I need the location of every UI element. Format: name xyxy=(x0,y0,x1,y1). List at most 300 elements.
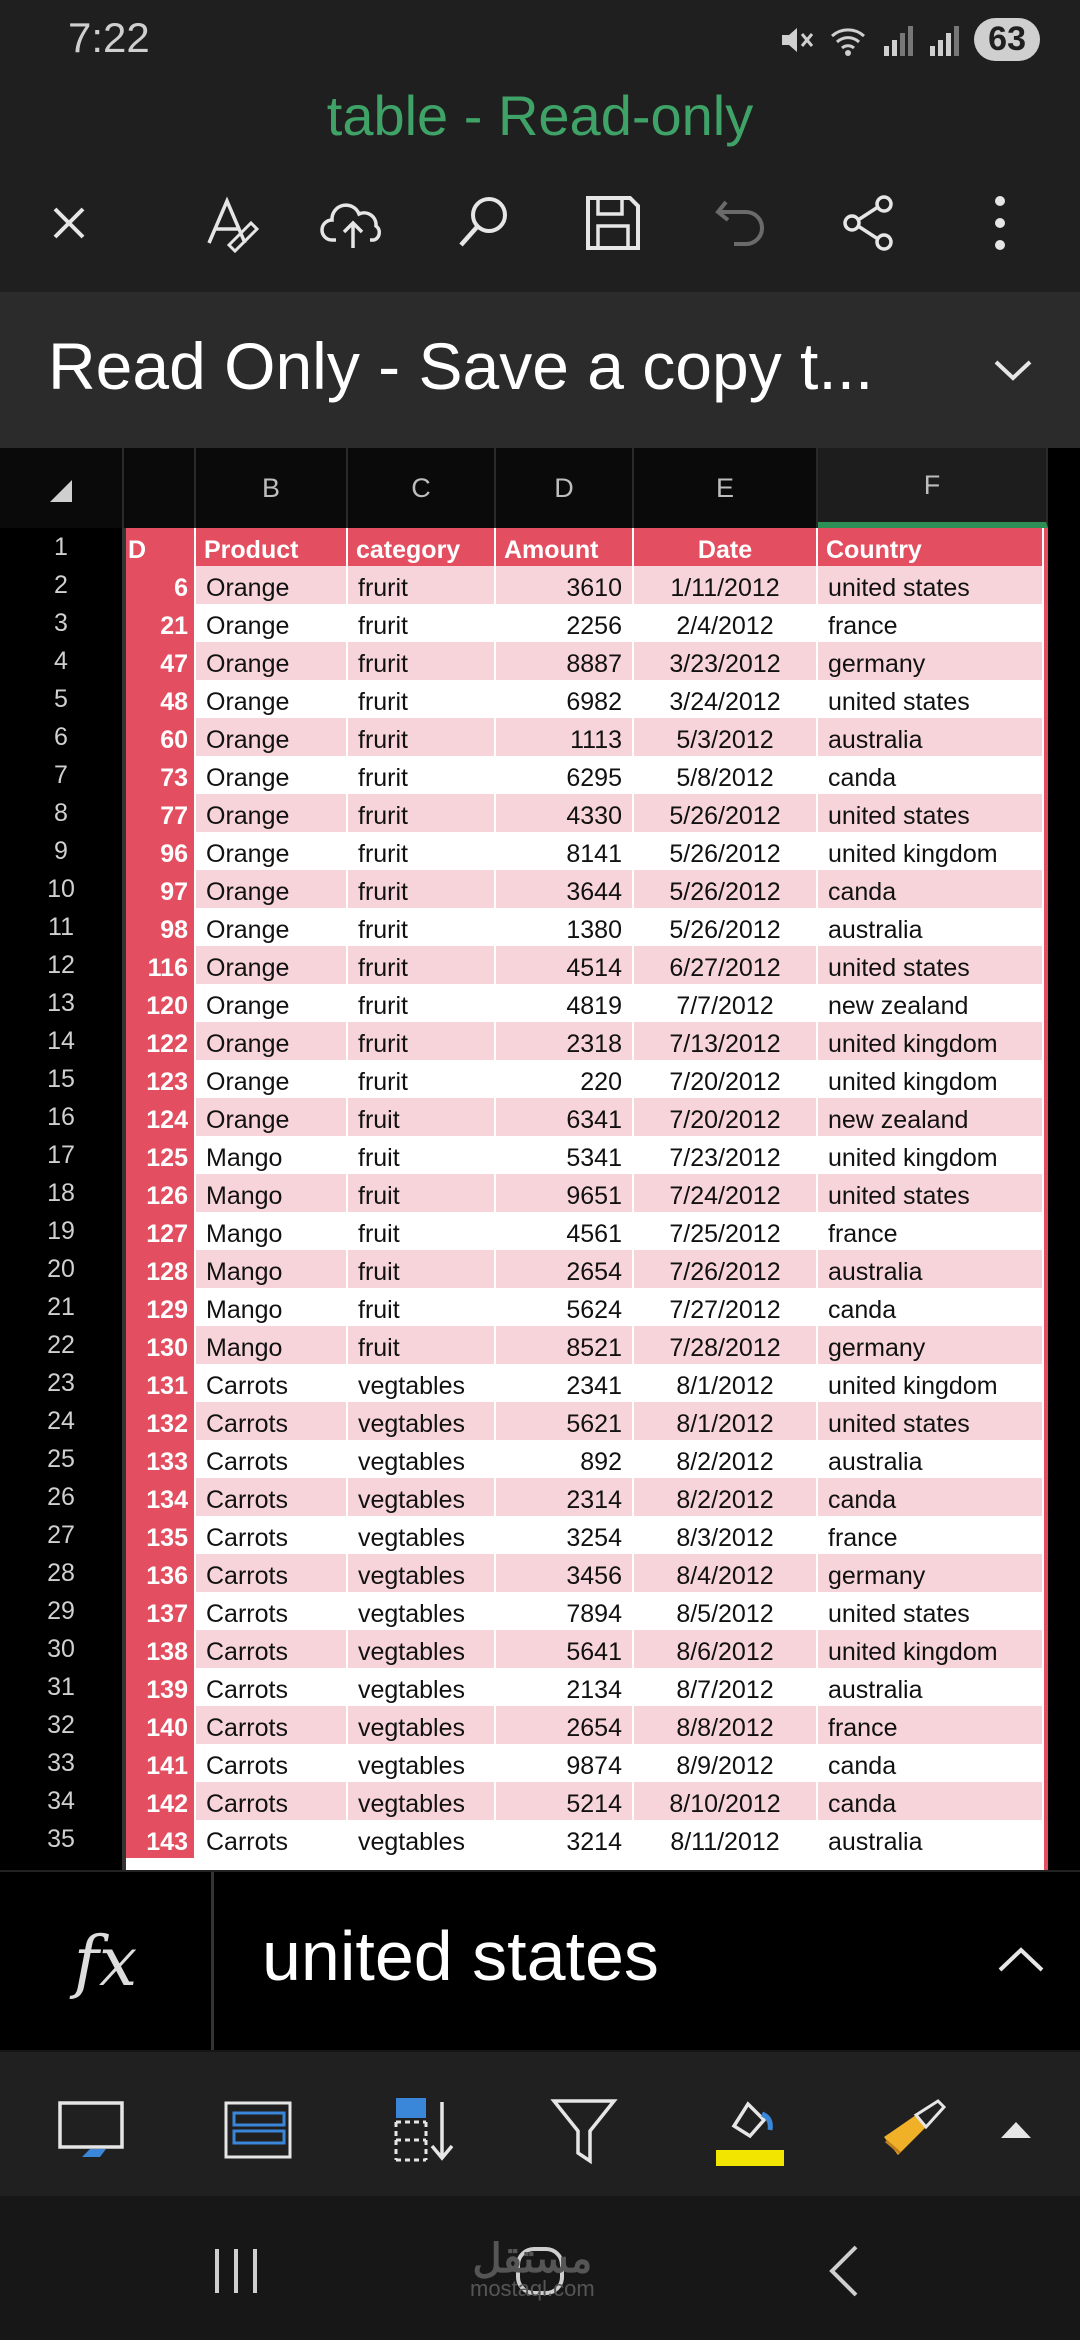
cell-id[interactable]: 142 xyxy=(126,1782,196,1820)
row-header[interactable]: 3 xyxy=(54,609,68,637)
row-header[interactable]: 22 xyxy=(47,1331,75,1359)
cell-id[interactable]: 129 xyxy=(126,1288,196,1326)
cell-date[interactable]: 1/11/2012 xyxy=(634,566,818,604)
row-header[interactable]: 16 xyxy=(47,1103,75,1131)
cell-amount[interactable]: 4514 xyxy=(496,946,634,984)
cell-country[interactable]: united kingdom xyxy=(818,1630,1044,1668)
cell-id[interactable]: 96 xyxy=(126,832,196,870)
cell-product[interactable]: Mango xyxy=(196,1288,348,1326)
cell-country[interactable]: canda xyxy=(818,1782,1044,1820)
row-header[interactable]: 6 xyxy=(54,723,68,751)
cell-category[interactable]: fruit xyxy=(348,1288,496,1326)
cell-id[interactable]: 141 xyxy=(126,1744,196,1782)
cell-country[interactable]: united kingdom xyxy=(818,1136,1044,1174)
cell-category[interactable]: fruit xyxy=(348,1174,496,1212)
cell-product[interactable]: Mango xyxy=(196,1136,348,1174)
cell-date[interactable]: 5/3/2012 xyxy=(634,718,818,756)
cell-product[interactable]: Mango xyxy=(196,1212,348,1250)
cell-amount[interactable]: 6341 xyxy=(496,1098,634,1136)
cell-id[interactable]: 143 xyxy=(126,1820,196,1858)
cell-product[interactable]: Orange xyxy=(196,566,348,604)
cell-date[interactable]: 7/25/2012 xyxy=(634,1212,818,1250)
cell-product[interactable]: Mango xyxy=(196,1174,348,1212)
chevron-down-icon[interactable] xyxy=(986,344,1040,398)
cell-category[interactable]: vegtables xyxy=(348,1592,496,1630)
cell-category[interactable]: vegtables xyxy=(348,1478,496,1516)
cell-date[interactable]: 8/8/2012 xyxy=(634,1706,818,1744)
table-row xyxy=(126,1136,1044,1174)
chevron-up-icon[interactable] xyxy=(986,1926,1056,1996)
header-cell[interactable]: Product xyxy=(196,528,348,566)
cell-product[interactable]: Orange xyxy=(196,908,348,946)
cell-product[interactable]: Carrots xyxy=(196,1820,348,1858)
cell-product[interactable]: Carrots xyxy=(196,1630,348,1668)
cell-id[interactable]: 122 xyxy=(126,1022,196,1060)
formula-bar xyxy=(0,1870,1080,2050)
cell-amount[interactable]: 2654 xyxy=(496,1250,634,1288)
cell-category[interactable]: vegtables xyxy=(348,1706,496,1744)
cell-id[interactable]: 140 xyxy=(126,1706,196,1744)
header-cell[interactable]: D xyxy=(126,528,196,566)
cell-date[interactable]: 8/9/2012 xyxy=(634,1744,818,1782)
cell-country[interactable]: australia xyxy=(818,1668,1044,1706)
cell-amount[interactable]: 2314 xyxy=(496,1478,634,1516)
cell-product[interactable]: Orange xyxy=(196,1022,348,1060)
data-table xyxy=(126,528,1048,1870)
cell-date[interactable]: 5/26/2012 xyxy=(634,794,818,832)
cell-category[interactable]: frurit xyxy=(348,870,496,908)
cell-date[interactable]: 8/2/2012 xyxy=(634,1440,818,1478)
cell-amount[interactable]: 3456 xyxy=(496,1554,634,1592)
document-title: table - Read-only xyxy=(326,84,754,147)
cell-product[interactable]: Mango xyxy=(196,1250,348,1288)
cell-country[interactable]: australia xyxy=(818,908,1044,946)
cell-amount[interactable]: 892 xyxy=(496,1440,634,1478)
header-cell[interactable]: category xyxy=(348,528,496,566)
row-header[interactable]: 13 xyxy=(47,989,75,1017)
share-button[interactable] xyxy=(834,188,904,258)
undo-icon xyxy=(712,194,770,252)
cell-product[interactable]: Carrots xyxy=(196,1402,348,1440)
cell-country[interactable]: france xyxy=(818,1212,1044,1250)
cell-amount[interactable]: 2134 xyxy=(496,1668,634,1706)
cell-product[interactable]: Mango xyxy=(196,1326,348,1364)
cell-amount[interactable]: 6982 xyxy=(496,680,634,718)
cell-product[interactable]: Carrots xyxy=(196,1364,348,1402)
back-button[interactable] xyxy=(804,2236,884,2306)
cell-category[interactable]: frurit xyxy=(348,794,496,832)
cell-amount[interactable]: 2318 xyxy=(496,1022,634,1060)
cell-product[interactable]: Orange xyxy=(196,1060,348,1098)
cell-amount[interactable]: 1380 xyxy=(496,908,634,946)
cell-id[interactable]: 120 xyxy=(126,984,196,1022)
cell-date[interactable]: 8/10/2012 xyxy=(634,1782,818,1820)
battery-level: 63 xyxy=(974,18,1040,61)
cell-country[interactable]: united kingdom xyxy=(818,1060,1044,1098)
cell-date[interactable]: 8/11/2012 xyxy=(634,1820,818,1858)
cell-country[interactable]: australia xyxy=(818,1820,1044,1858)
cell-date[interactable]: 7/20/2012 xyxy=(634,1098,818,1136)
table-row xyxy=(126,1174,1044,1212)
status-icons xyxy=(778,18,1040,61)
table-row xyxy=(126,1820,1044,1858)
cell-category[interactable]: frurit xyxy=(348,756,496,794)
row-header[interactable]: 19 xyxy=(47,1217,75,1245)
row-header[interactable]: 28 xyxy=(47,1559,75,1587)
column-header-c[interactable]: C xyxy=(348,448,496,528)
cell-date[interactable]: 7/26/2012 xyxy=(634,1250,818,1288)
row-header[interactable]: 10 xyxy=(47,875,75,903)
cell-product[interactable]: Orange xyxy=(196,832,348,870)
cell-product[interactable]: Orange xyxy=(196,642,348,680)
table-row xyxy=(126,908,1044,946)
cell-date[interactable]: 3/23/2012 xyxy=(634,642,818,680)
cell-country[interactable]: australia xyxy=(818,1250,1044,1288)
cell-date[interactable]: 8/5/2012 xyxy=(634,1592,818,1630)
cell-country[interactable]: united states xyxy=(818,1592,1044,1630)
cell-category[interactable]: frurit xyxy=(348,718,496,756)
cell-id[interactable]: 136 xyxy=(126,1554,196,1592)
cell-date[interactable]: 5/8/2012 xyxy=(634,756,818,794)
cell-country[interactable]: germany xyxy=(818,642,1044,680)
cell-amount[interactable]: 5641 xyxy=(496,1630,634,1668)
cell-id[interactable]: 48 xyxy=(126,680,196,718)
cell-id[interactable]: 132 xyxy=(126,1402,196,1440)
cell-date[interactable]: 8/6/2012 xyxy=(634,1630,818,1668)
cell-amount[interactable]: 9651 xyxy=(496,1174,634,1212)
comment-box-icon xyxy=(56,2099,128,2161)
sort-button[interactable] xyxy=(384,2090,464,2170)
cell-country[interactable]: united states xyxy=(818,1402,1044,1440)
cell-date[interactable]: 7/13/2012 xyxy=(634,1022,818,1060)
cell-amount[interactable]: 9874 xyxy=(496,1744,634,1782)
expand-ribbon-button[interactable] xyxy=(976,2090,1056,2170)
cell-id[interactable]: 116 xyxy=(126,946,196,984)
cell-id[interactable]: 135 xyxy=(126,1516,196,1554)
cell-amount[interactable]: 8141 xyxy=(496,832,634,870)
cell-date[interactable]: 7/27/2012 xyxy=(634,1288,818,1326)
cell-category[interactable]: fruit xyxy=(348,1098,496,1136)
cell-id[interactable]: 127 xyxy=(126,1212,196,1250)
cell-category[interactable]: fruit xyxy=(348,1136,496,1174)
row-header[interactable]: 31 xyxy=(47,1673,75,1701)
cell-date[interactable]: 8/1/2012 xyxy=(634,1402,818,1440)
cell-id[interactable]: 137 xyxy=(126,1592,196,1630)
cell-category[interactable]: vegtables xyxy=(348,1554,496,1592)
cell-amount[interactable]: 8887 xyxy=(496,642,634,680)
cell-amount[interactable]: 8521 xyxy=(496,1326,634,1364)
cell-date[interactable]: 7/23/2012 xyxy=(634,1136,818,1174)
cell-date[interactable]: 8/7/2012 xyxy=(634,1668,818,1706)
close-icon xyxy=(47,201,91,245)
cell-date[interactable]: 2/4/2012 xyxy=(634,604,818,642)
cell-category[interactable]: vegtables xyxy=(348,1516,496,1554)
row-header[interactable]: 26 xyxy=(47,1483,75,1511)
cell-country[interactable]: canda xyxy=(818,1744,1044,1782)
cell-country[interactable]: france xyxy=(818,1706,1044,1744)
cell-product[interactable]: Carrots xyxy=(196,1440,348,1478)
cell-id[interactable]: 126 xyxy=(126,1174,196,1212)
cell-date[interactable]: 8/1/2012 xyxy=(634,1364,818,1402)
select-all-corner[interactable] xyxy=(0,448,124,528)
cell-product[interactable]: Orange xyxy=(196,946,348,984)
cell-product[interactable]: Carrots xyxy=(196,1782,348,1820)
cell-product[interactable]: Orange xyxy=(196,718,348,756)
cell-country[interactable]: united states xyxy=(818,794,1044,832)
row-header[interactable]: 20 xyxy=(47,1255,75,1283)
recent-apps-button[interactable] xyxy=(196,2236,276,2306)
function-button[interactable]: fx xyxy=(0,1872,214,2052)
cell-id[interactable]: 133 xyxy=(126,1440,196,1478)
cell-id[interactable]: 77 xyxy=(126,794,196,832)
cell-amount[interactable]: 3644 xyxy=(496,870,634,908)
cell-id[interactable]: 134 xyxy=(126,1478,196,1516)
cell-category[interactable]: vegtables xyxy=(348,1402,496,1440)
cell-country[interactable]: new zealand xyxy=(818,1098,1044,1136)
cell-category[interactable]: vegtables xyxy=(348,1744,496,1782)
pen-edit-icon xyxy=(199,193,259,253)
cell-amount[interactable]: 4819 xyxy=(496,984,634,1022)
cell-amount[interactable]: 4561 xyxy=(496,1212,634,1250)
row-header[interactable]: 5 xyxy=(54,685,68,713)
cell-amount[interactable]: 7894 xyxy=(496,1592,634,1630)
title-bar xyxy=(0,80,1080,152)
table-row xyxy=(126,1098,1044,1136)
cell-country[interactable]: canda xyxy=(818,870,1044,908)
cell-date[interactable]: 5/26/2012 xyxy=(634,832,818,870)
table-row xyxy=(126,718,1044,756)
cell-country[interactable]: germany xyxy=(818,1554,1044,1592)
top-toolbar xyxy=(0,152,1080,292)
cell-product[interactable]: Carrots xyxy=(196,1706,348,1744)
row-header[interactable]: 34 xyxy=(47,1787,75,1815)
cell-date[interactable]: 8/2/2012 xyxy=(634,1478,818,1516)
cell-id[interactable]: 128 xyxy=(126,1250,196,1288)
cell-amount[interactable]: 1113 xyxy=(496,718,634,756)
row-header[interactable]: 25 xyxy=(47,1445,75,1473)
cell-product[interactable]: Orange xyxy=(196,604,348,642)
save-button[interactable] xyxy=(578,188,648,258)
cell-id[interactable]: 60 xyxy=(126,718,196,756)
cell-product[interactable]: Carrots xyxy=(196,1744,348,1782)
row-header[interactable]: 18 xyxy=(47,1179,75,1207)
cell-category[interactable]: vegtables xyxy=(348,1440,496,1478)
row-header[interactable]: 2 xyxy=(54,571,68,599)
row-header[interactable]: 4 xyxy=(54,647,68,675)
cell-category[interactable]: frurit xyxy=(348,604,496,642)
cell-product[interactable]: Orange xyxy=(196,870,348,908)
cell-amount[interactable]: 3214 xyxy=(496,1820,634,1858)
column-header-a[interactable] xyxy=(124,448,196,528)
cell-category[interactable]: frurit xyxy=(348,832,496,870)
formula-input[interactable]: united states xyxy=(262,1917,659,1995)
cell-country[interactable]: france xyxy=(818,604,1044,642)
cell-id[interactable]: 125 xyxy=(126,1136,196,1174)
row-header[interactable]: 24 xyxy=(47,1407,75,1435)
cell-id[interactable]: 123 xyxy=(126,1060,196,1098)
column-header-b[interactable]: B xyxy=(196,448,348,528)
cell-country[interactable]: canda xyxy=(818,1288,1044,1326)
more-options-button[interactable] xyxy=(965,188,1035,258)
row-header[interactable]: 14 xyxy=(47,1027,75,1055)
cell-id[interactable]: 21 xyxy=(126,604,196,642)
cell-id[interactable]: 97 xyxy=(126,870,196,908)
column-header-e[interactable]: E xyxy=(634,448,818,528)
column-header-d[interactable]: D xyxy=(496,448,634,528)
row-header[interactable]: 33 xyxy=(47,1749,75,1777)
row-header[interactable]: 8 xyxy=(54,799,68,827)
cell-amount[interactable]: 5214 xyxy=(496,1782,634,1820)
cell-country[interactable]: united states xyxy=(818,1174,1044,1212)
cell-date[interactable]: 7/20/2012 xyxy=(634,1060,818,1098)
cell-date[interactable]: 7/28/2012 xyxy=(634,1326,818,1364)
cloud-upload-button[interactable] xyxy=(318,188,388,258)
cell-category[interactable]: frurit xyxy=(348,642,496,680)
cell-id[interactable]: 139 xyxy=(126,1668,196,1706)
table-row xyxy=(126,1288,1044,1326)
cell-id[interactable]: 6 xyxy=(126,566,196,604)
table-row xyxy=(126,1516,1044,1554)
cell-category[interactable]: vegtables xyxy=(348,1820,496,1858)
cell-amount[interactable]: 2256 xyxy=(496,604,634,642)
cell-category[interactable]: frurit xyxy=(348,1022,496,1060)
cell-country[interactable]: australia xyxy=(818,718,1044,756)
row-header[interactable]: 9 xyxy=(54,837,68,865)
row-header[interactable]: 11 xyxy=(48,913,74,941)
header-cell[interactable]: Amount xyxy=(496,528,634,566)
table-header-row xyxy=(126,528,1044,566)
cell-product[interactable]: Orange xyxy=(196,1098,348,1136)
cell-category[interactable]: fruit xyxy=(348,1250,496,1288)
cell-amount[interactable]: 3610 xyxy=(496,566,634,604)
row-header[interactable]: 23 xyxy=(47,1369,75,1397)
cell-category[interactable]: frurit xyxy=(348,680,496,718)
cell-date[interactable]: 8/3/2012 xyxy=(634,1516,818,1554)
cell-product[interactable]: Carrots xyxy=(196,1516,348,1554)
cell-amount[interactable]: 5624 xyxy=(496,1288,634,1326)
row-header[interactable]: 21 xyxy=(47,1293,75,1321)
cell-country[interactable]: new zealand xyxy=(818,984,1044,1022)
row-header[interactable]: 1 xyxy=(54,533,68,561)
cell-category[interactable]: frurit xyxy=(348,1060,496,1098)
cell-amount[interactable]: 2654 xyxy=(496,1706,634,1744)
format-painter-button[interactable] xyxy=(872,2090,952,2170)
cell-product[interactable]: Orange xyxy=(196,984,348,1022)
cell-product[interactable]: Carrots xyxy=(196,1668,348,1706)
cell-product[interactable]: Orange xyxy=(196,756,348,794)
cell-category[interactable]: frurit xyxy=(348,984,496,1022)
row-header[interactable]: 29 xyxy=(47,1597,75,1625)
cell-country[interactable]: united kingdom xyxy=(818,1364,1044,1402)
cell-category[interactable]: fruit xyxy=(348,1212,496,1250)
cell-country[interactable]: australia xyxy=(818,1440,1044,1478)
cell-id[interactable]: 131 xyxy=(126,1364,196,1402)
table-row xyxy=(126,1060,1044,1098)
cell-amount[interactable]: 220 xyxy=(496,1060,634,1098)
cell-date[interactable]: 3/24/2012 xyxy=(634,680,818,718)
cell-amount[interactable]: 2341 xyxy=(496,1364,634,1402)
table-row xyxy=(126,946,1044,984)
row-header[interactable]: 35 xyxy=(47,1825,75,1853)
cell-category[interactable]: frurit xyxy=(348,946,496,984)
read-only-banner[interactable] xyxy=(0,292,1080,448)
cell-id[interactable]: 73 xyxy=(126,756,196,794)
cell-country[interactable]: united states xyxy=(818,680,1044,718)
cell-id[interactable]: 124 xyxy=(126,1098,196,1136)
cell-id[interactable]: 98 xyxy=(126,908,196,946)
cell-category[interactable]: frurit xyxy=(348,566,496,604)
table-row xyxy=(126,1554,1044,1592)
cell-category[interactable]: vegtables xyxy=(348,1668,496,1706)
cell-country[interactable]: united kingdom xyxy=(818,832,1044,870)
cell-date[interactable]: 8/4/2012 xyxy=(634,1554,818,1592)
cell-category[interactable]: vegtables xyxy=(348,1364,496,1402)
cell-product[interactable]: Carrots xyxy=(196,1554,348,1592)
cell-date[interactable]: 7/24/2012 xyxy=(634,1174,818,1212)
search-icon xyxy=(453,193,513,253)
filter-button[interactable] xyxy=(544,2090,624,2170)
cell-amount[interactable]: 5341 xyxy=(496,1136,634,1174)
cell-category[interactable]: fruit xyxy=(348,1326,496,1364)
cell-id[interactable]: 130 xyxy=(126,1326,196,1364)
cell-product[interactable]: Orange xyxy=(196,794,348,832)
row-header[interactable]: 17 xyxy=(47,1141,75,1169)
cell-country[interactable]: united kingdom xyxy=(818,1022,1044,1060)
cell-date[interactable]: 7/7/2012 xyxy=(634,984,818,1022)
cell-category[interactable]: vegtables xyxy=(348,1782,496,1820)
row-header[interactable]: 27 xyxy=(47,1521,75,1549)
cell-country[interactable]: canda xyxy=(818,756,1044,794)
header-cell[interactable]: Date xyxy=(634,528,818,566)
cell-country[interactable]: france xyxy=(818,1516,1044,1554)
row-header[interactable]: 30 xyxy=(47,1635,75,1663)
cell-date[interactable]: 6/27/2012 xyxy=(634,946,818,984)
search-button[interactable] xyxy=(448,188,518,258)
row-header[interactable]: 32 xyxy=(47,1711,75,1739)
close-button[interactable] xyxy=(34,188,104,258)
table-row xyxy=(126,642,1044,680)
cell-country[interactable]: canda xyxy=(818,1478,1044,1516)
cell-category[interactable]: frurit xyxy=(348,908,496,946)
freeze-panes-button[interactable] xyxy=(218,2090,298,2170)
row-header[interactable]: 12 xyxy=(47,951,75,979)
cell-product[interactable]: Carrots xyxy=(196,1592,348,1630)
cell-country[interactable]: germany xyxy=(818,1326,1044,1364)
fill-color-button[interactable] xyxy=(710,2090,790,2170)
column-header-f[interactable]: F xyxy=(818,448,1048,528)
row-header[interactable]: 7 xyxy=(54,761,68,789)
cell-amount[interactable]: 3254 xyxy=(496,1516,634,1554)
cell-product[interactable]: Carrots xyxy=(196,1478,348,1516)
cell-product[interactable]: Orange xyxy=(196,680,348,718)
edit-button[interactable] xyxy=(194,188,264,258)
undo-button[interactable] xyxy=(706,188,776,258)
cell-id[interactable]: 138 xyxy=(126,1630,196,1668)
row-header[interactable]: 15 xyxy=(47,1065,75,1093)
cell-amount[interactable]: 6295 xyxy=(496,756,634,794)
cell-date[interactable]: 5/26/2012 xyxy=(634,870,818,908)
cell-amount[interactable]: 5621 xyxy=(496,1402,634,1440)
cell-date[interactable]: 5/26/2012 xyxy=(634,908,818,946)
insert-comment-button[interactable] xyxy=(52,2090,132,2170)
cell-country[interactable]: united states xyxy=(818,946,1044,984)
signal-icon xyxy=(882,22,914,58)
header-cell[interactable]: Country xyxy=(818,528,1044,566)
cell-amount[interactable]: 4330 xyxy=(496,794,634,832)
cell-id[interactable]: 47 xyxy=(126,642,196,680)
cell-country[interactable]: united states xyxy=(818,566,1044,604)
cell-category[interactable]: vegtables xyxy=(348,1630,496,1668)
